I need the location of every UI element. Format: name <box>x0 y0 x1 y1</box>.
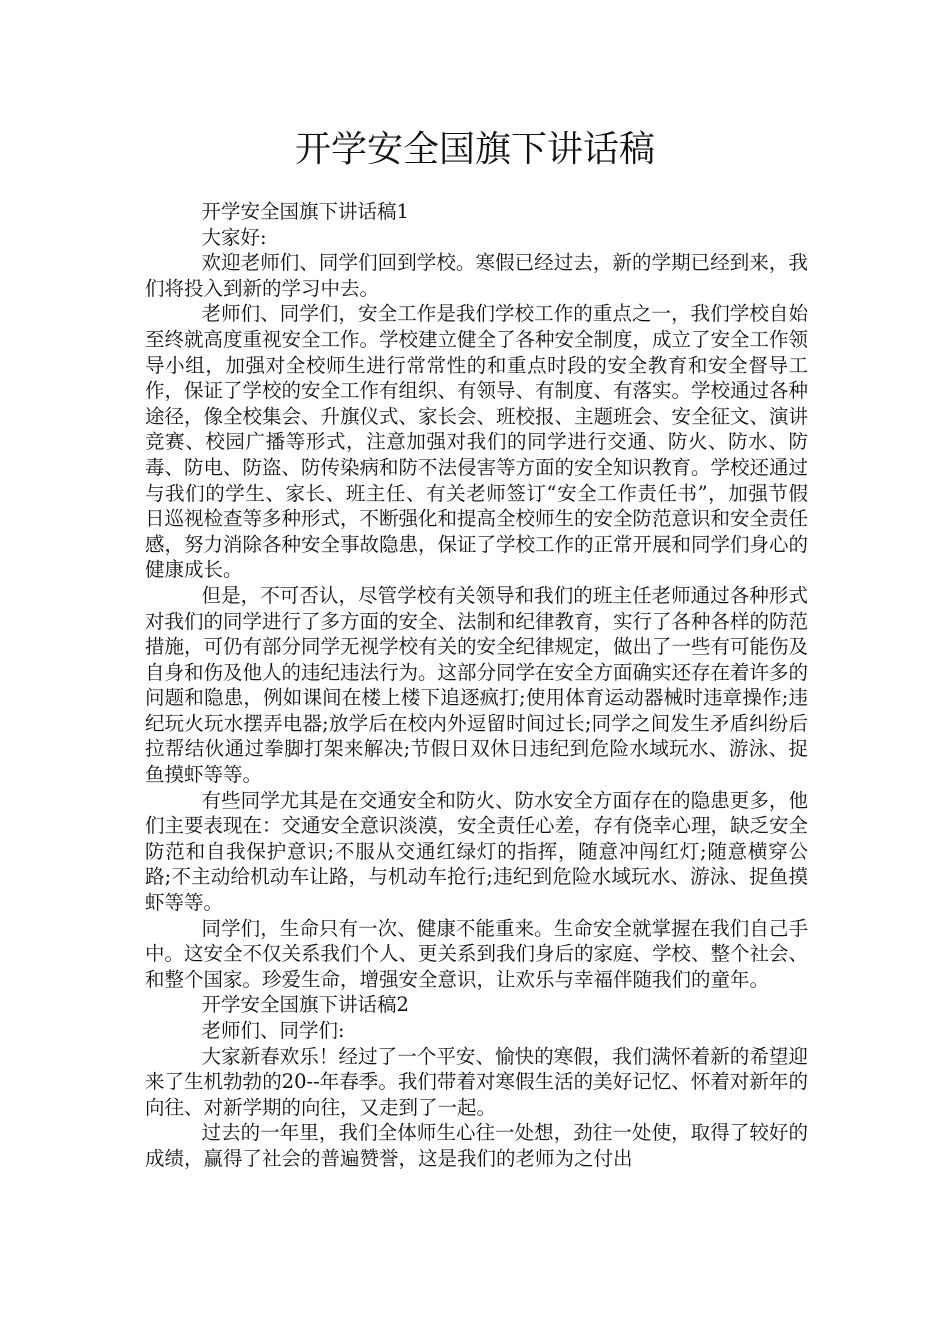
document-body <box>145 199 808 1172</box>
paragraph-welcome: 欢迎老师们、同学们回到学校。寒假已经过去，新的学期已经到来，我们将投入到新的学习中去。 <box>145 251 808 300</box>
paragraph-greeting: 大家好: <box>201 225 267 249</box>
paragraph-school-safety-work: 老师们、同学们，安全工作是我们学校工作的重点之一，我们学校自始至终就高度重视安全工作。学校建立健全了各种安全制度，成立了安全工作领导小组，加强对全校师生进行常常性的和重点时段的安全教育和安全督导工作，保证了学校的安全工作有组织、有领导、有制度、有落实。学校通过各种途径，像全校集会、升旗仪式、家长会、班校报、主题班会、安全征文、演讲竞赛、校园广播等形式，注意加强对我们的同学进行交通、防火、防水、防毒、防电、防盗、防传染病和防不法侵害等方面的安全知识教育。学校还通过与我们的学生、家长、班主任、有关老师签订“安全工作责任书”，加强节假日巡视检查等多种形式，不断强化和提高全校师生的安全防范意识和安全责任感，努力消除各种安全事故隐患，保证了学校工作的正常开展和同学们身心的健康成长。 <box>145 302 809 582</box>
paragraph-new-year: 大家新春欢乐！经过了一个平安、愉快的寒假，我们满怀着新的希望迎来了生机勃勃的20--年春季。我们带着对寒假生活的美好记忆、怀着对新年的向往、对新学期的向往，又走到了一起。 <box>145 1044 808 1119</box>
paragraph-greeting-2: 老师们、同学们: <box>201 1019 345 1042</box>
paragraph-speech-1-heading: 开学安全国旗下讲话稿1 <box>201 200 409 223</box>
paragraph-past-year: 过去的一年里，我们全体师生心往一处想，劲往一处使，取得了较好的成绩，赢得了社会的普遍赞誉，这是我们的老师为之付出 <box>145 1121 808 1170</box>
paragraph-cherish-life: 同学们，生命只有一次、健康不能重来。生命安全就掌握在我们自己手中。这安全不仅关系我们个人、更关系到我们身后的家庭、学校、整个社会、和整个国家。珍爱生命，增强安全意识，让欢乐与幸福伴随我们的童年。 <box>145 916 809 991</box>
document-title: 开学安全国旗下讲话稿 <box>294 129 655 170</box>
paragraph-existing-problems: 但是，不可否认，尽管学校有关领导和我们的班主任老师通过各种形式对我们的同学进行了多方面的安全、法制和纪律教育，实行了各种各样的防范措施，可仍有部分同学无视学校有关的安全纪律规定，做出了一些有可能伤及自身和伤及他人的违纪违法行为。这部分同学在安全方面确实还存在着许多的问题和隐患，例如课间在楼上楼下追逐疯打;使用体育运动器械时违章操作;违纪玩火玩水摆弄电器;放学后在校内外逗留时间过长;同学之间发生矛盾纠纷后拉帮结伙通过拳脚打架来解决;节假日双休日违纪到危险水域玩水、游泳、捉鱼摸虾等等。 <box>145 583 809 787</box>
paragraph-speech-2-heading: 开学安全国旗下讲话稿2 <box>201 993 409 1017</box>
paragraph-traffic-safety: 有些同学尤其是在交通安全和防火、防水安全方面存在的隐患更多，他们主要表现在：交通安全意识淡漠，安全责任心差，存有侥幸心理，缺乏安全防范和自我保护意识;不服从交通红绿灯的指挥，随意冲闯红灯;随意横穿公路;不主动给机动车让路，与机动车抢行;违纪到危险水域玩水、游泳、捉鱼摸虾等等。 <box>145 788 809 915</box>
